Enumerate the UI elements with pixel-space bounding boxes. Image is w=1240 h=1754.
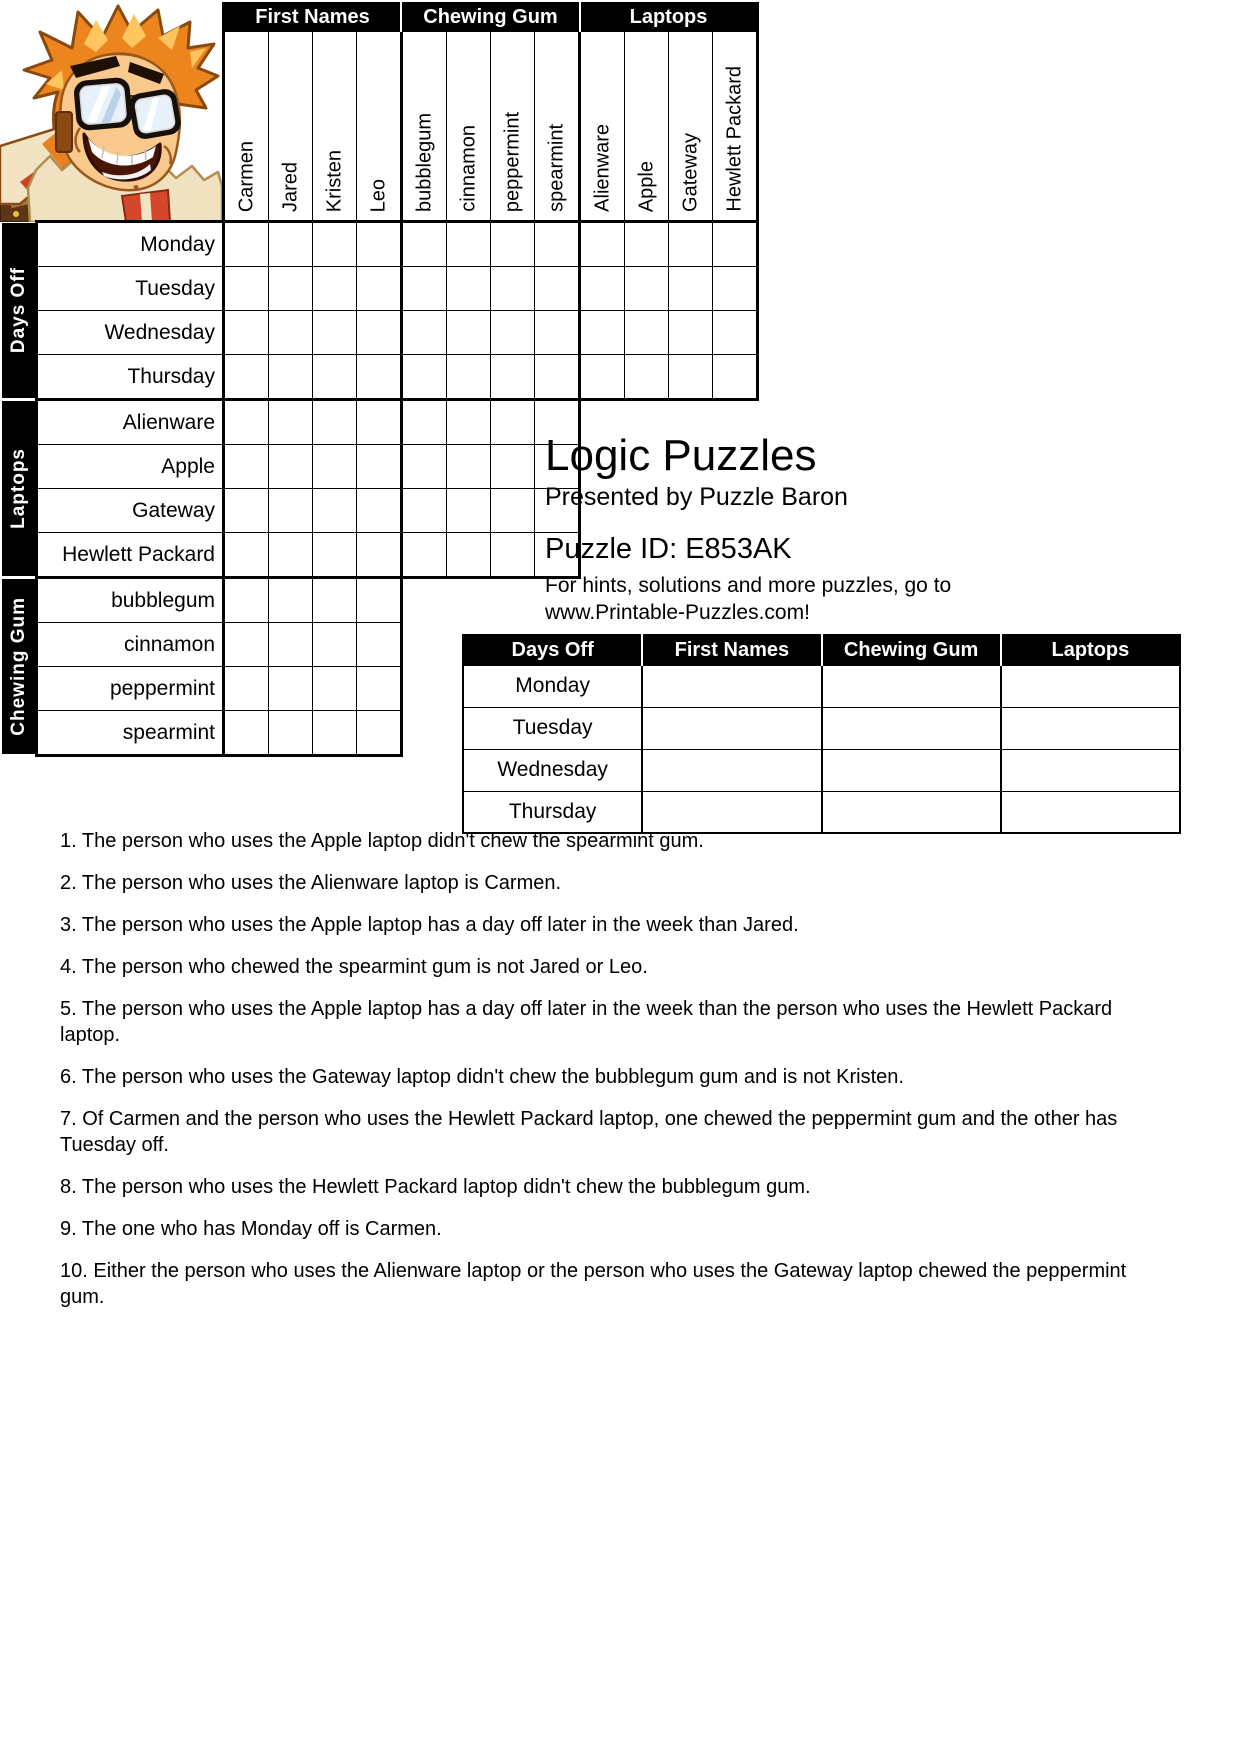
- clue-item: 9. The one who has Monday off is Carmen.: [60, 1218, 442, 1240]
- answer-cell: [822, 665, 1001, 707]
- grid-cell: [357, 267, 400, 310]
- answer-row-label: Thursday: [463, 791, 642, 833]
- grid-cell: [581, 355, 624, 398]
- grid-cell: [403, 533, 446, 576]
- grid-cell: [313, 711, 356, 754]
- grid-cell: [403, 223, 446, 266]
- grid-cell: [313, 311, 356, 354]
- grid-cell: [313, 223, 356, 266]
- grid-cell: [225, 401, 268, 444]
- row-labels-laptops: [35, 398, 225, 579]
- grid-cell: [403, 311, 446, 354]
- row-label: Thursday: [38, 355, 225, 398]
- grid-cell: [491, 267, 534, 310]
- grid-cell: [625, 267, 668, 310]
- answer-cell: [1001, 665, 1180, 707]
- grid-cell: [357, 223, 400, 266]
- grid-cell: [225, 533, 268, 576]
- grid-cell: [535, 267, 578, 310]
- sidebar-group-days-off: [2, 223, 35, 398]
- grid-cell: [403, 401, 446, 444]
- grid-cell: [313, 267, 356, 310]
- answer-row-label: Wednesday: [463, 749, 642, 791]
- clues-list: [60, 828, 1160, 1326]
- grid-cell: [225, 489, 268, 532]
- clue-item: 2. The person who uses the Alienware laptop is Carmen.: [60, 872, 562, 894]
- answer-table: [462, 634, 1181, 834]
- answer-header-first-names: First Names: [642, 635, 821, 665]
- column-labels-chewing-gum: [400, 32, 581, 220]
- grid-cell: [447, 533, 490, 576]
- grid-block-laptops-firstnames: [222, 398, 403, 579]
- column-group-header-laptops: [578, 2, 759, 32]
- column-group-header-chewing-gum: [400, 2, 581, 32]
- column-label: bubblegum: [413, 113, 435, 212]
- answer-cell: [1001, 707, 1180, 749]
- row-label: Apple: [38, 445, 225, 488]
- grid-cell: [535, 355, 578, 398]
- grid-cell: [447, 489, 490, 532]
- grid-cell: [313, 401, 356, 444]
- row-labels-chewing-gum: [35, 576, 225, 757]
- column-label-cell: [713, 32, 756, 220]
- answer-header-chewing-gum: Chewing Gum: [822, 635, 1001, 665]
- grid-cell: [313, 667, 356, 710]
- answer-cell: [1001, 749, 1180, 791]
- grid-cell: [669, 223, 712, 266]
- clue-item: 7. Of Carmen and the person who uses the Hewlett Packard laptop, one chewed the peppermint gum and the other has Tuesday off.: [60, 1108, 1118, 1156]
- row-labels-days-off: [35, 220, 225, 401]
- clue-item: 6. The person who uses the Gateway laptop didn't chew the bubblegum gum and is not Kristen.: [60, 1066, 904, 1088]
- column-label: Leo: [367, 178, 389, 212]
- grid-cell: [491, 355, 534, 398]
- column-labels-first-names: [222, 32, 403, 220]
- header-separator: [400, 2, 402, 32]
- grid-cell: [225, 667, 268, 710]
- column-group-label: Chewing Gum: [423, 5, 558, 28]
- mascot-icon: [0, 0, 222, 222]
- grid-cell: [403, 445, 446, 488]
- column-group-label: Laptops: [629, 5, 708, 28]
- grid-cell: [269, 533, 312, 576]
- grid-cell: [225, 579, 268, 622]
- grid-cell: [625, 223, 668, 266]
- column-label: Carmen: [235, 140, 257, 212]
- column-label: Alienware: [591, 124, 613, 212]
- answer-row: [463, 749, 1180, 791]
- grid-cell: [625, 311, 668, 354]
- grid-block-daysoff-laptops: [578, 220, 759, 401]
- grid-cell: [581, 267, 624, 310]
- grid-cell: [491, 533, 534, 576]
- column-label-cell: [313, 32, 356, 220]
- grid-cell: [313, 489, 356, 532]
- puzzle-baron-mascot-illustration: [0, 0, 222, 222]
- row-label: Gateway: [38, 489, 225, 532]
- grid-cell: [357, 667, 400, 710]
- grid-cell: [403, 489, 446, 532]
- column-label-cell: [447, 32, 490, 220]
- grid-cell: [447, 223, 490, 266]
- grid-cell: [447, 445, 490, 488]
- grid-cell: [357, 623, 400, 666]
- grid-cell: [269, 579, 312, 622]
- hint-text: [545, 572, 1185, 626]
- column-label-cell: [269, 32, 312, 220]
- row-label: Monday: [38, 223, 225, 266]
- answer-row: [463, 665, 1180, 707]
- grid-cell: [713, 355, 756, 398]
- grid-cell: [625, 355, 668, 398]
- answer-cell: [642, 749, 821, 791]
- grid-cell: [269, 267, 312, 310]
- grid-cell: [225, 223, 268, 266]
- sidebar-group-laptops: [2, 401, 35, 576]
- column-label-cell: [535, 32, 578, 220]
- grid-cell: [225, 623, 268, 666]
- column-label-cell: [357, 32, 400, 220]
- answer-cell: [822, 707, 1001, 749]
- grid-cell: [669, 311, 712, 354]
- clue-item: 5. The person who uses the Apple laptop has a day off later in the week than the person who uses the Hewlett Packard laptop.: [60, 998, 1113, 1046]
- column-label: Kristen: [323, 149, 345, 212]
- grid-block-daysoff-firstnames: [222, 220, 403, 401]
- clue-item: 8. The person who uses the Hewlett Packard laptop didn't chew the bubblegum gum.: [60, 1176, 811, 1198]
- grid-cell: [581, 311, 624, 354]
- grid-cell: [357, 489, 400, 532]
- page-subtitle: Presented by Puzzle Baron: [545, 483, 848, 511]
- column-group-header-first-names: [222, 2, 403, 32]
- grid-cell: [491, 311, 534, 354]
- grid-block-chewinggum-firstnames: [222, 576, 403, 757]
- grid-cell: [403, 355, 446, 398]
- clue-item: 4. The person who chewed the spearmint gum is not Jared or Leo.: [60, 956, 648, 978]
- grid-cell: [357, 355, 400, 398]
- answer-cell: [642, 665, 821, 707]
- grid-cell: [269, 667, 312, 710]
- answer-header-days-off: Days Off: [463, 635, 642, 665]
- row-label: bubblegum: [38, 579, 225, 622]
- sidebar-group-label: Days Off: [7, 267, 29, 354]
- hint-line-1: For hints, solutions and more puzzles, go to: [545, 574, 952, 597]
- column-label-cell: [581, 32, 624, 220]
- column-label-cell: [403, 32, 446, 220]
- grid-cell: [313, 533, 356, 576]
- grid-cell: [225, 355, 268, 398]
- grid-cell: [225, 445, 268, 488]
- answer-row: [463, 707, 1180, 749]
- grid-cell: [713, 267, 756, 310]
- grid-cell: [269, 355, 312, 398]
- answer-cell: [1001, 791, 1180, 833]
- grid-cell: [713, 223, 756, 266]
- answer-row: [463, 791, 1180, 833]
- row-label: Wednesday: [38, 311, 225, 354]
- grid-cell: [269, 623, 312, 666]
- header-separator: [579, 2, 581, 32]
- grid-cell: [357, 579, 400, 622]
- column-label-cell: [225, 32, 268, 220]
- answer-cell: [822, 749, 1001, 791]
- grid-cell: [357, 711, 400, 754]
- column-label: Gateway: [679, 133, 701, 212]
- column-label-cell: [669, 32, 712, 220]
- grid-cell: [269, 311, 312, 354]
- grid-cell: [225, 711, 268, 754]
- grid-cell: [403, 267, 446, 310]
- column-label-cell: [625, 32, 668, 220]
- grid-cell: [225, 267, 268, 310]
- puzzle-id: Puzzle ID: E853AK: [545, 533, 792, 565]
- grid-cell: [491, 445, 534, 488]
- clue-item: 1. The person who uses the Apple laptop didn't chew the spearmint gum.: [60, 830, 704, 852]
- column-label: peppermint: [501, 111, 523, 212]
- grid-cell: [447, 401, 490, 444]
- sidebar-group-label: Chewing Gum: [7, 597, 29, 736]
- grid-cell: [491, 401, 534, 444]
- sidebar-group-label: Laptops: [7, 448, 29, 529]
- grid-cell: [357, 401, 400, 444]
- grid-cell: [269, 223, 312, 266]
- grid-cell: [313, 355, 356, 398]
- row-label: spearmint: [38, 711, 225, 754]
- grid-cell: [269, 711, 312, 754]
- answer-row-label: Monday: [463, 665, 642, 707]
- grid-cell: [269, 445, 312, 488]
- grid-cell: [447, 355, 490, 398]
- row-label: Alienware: [38, 401, 225, 444]
- hint-line-2: www.Printable-Puzzles.com!: [545, 601, 810, 624]
- row-label: cinnamon: [38, 623, 225, 666]
- page-title: Logic Puzzles: [545, 431, 817, 480]
- column-group-label: First Names: [255, 5, 370, 28]
- grid-cell: [313, 579, 356, 622]
- grid-cell: [535, 223, 578, 266]
- answer-table-header-row: [463, 635, 1180, 665]
- answer-cell: [822, 791, 1001, 833]
- row-label: Tuesday: [38, 267, 225, 310]
- column-label: Jared: [279, 161, 301, 212]
- row-label: Hewlett Packard: [38, 533, 225, 576]
- answer-row-label: Tuesday: [463, 707, 642, 749]
- grid-block-daysoff-chewinggum: [400, 220, 581, 401]
- grid-cell: [713, 311, 756, 354]
- column-label: Apple: [635, 160, 657, 212]
- grid-cell: [269, 489, 312, 532]
- grid-cell: [225, 311, 268, 354]
- grid-cell: [357, 533, 400, 576]
- column-labels-laptops: [578, 32, 759, 220]
- grid-cell: [491, 223, 534, 266]
- grid-cell: [357, 311, 400, 354]
- sidebar-group-chewing-gum: [2, 579, 35, 754]
- grid-cell: [313, 445, 356, 488]
- grid-cell: [669, 267, 712, 310]
- grid-cell: [357, 445, 400, 488]
- column-label: cinnamon: [457, 125, 479, 212]
- grid-cell: [535, 311, 578, 354]
- answer-header-laptops: Laptops: [1001, 635, 1180, 665]
- grid-cell: [447, 311, 490, 354]
- grid-cell: [669, 355, 712, 398]
- row-label: peppermint: [38, 667, 225, 710]
- clue-item: 10. Either the person who uses the Alienware laptop or the person who uses the Gateway laptop chewed the peppermint gum.: [60, 1260, 1127, 1308]
- answer-cell: [642, 791, 821, 833]
- column-label: spearmint: [545, 124, 567, 212]
- column-label: Hewlett Packard: [723, 66, 745, 212]
- grid-cell: [313, 623, 356, 666]
- grid-cell: [447, 267, 490, 310]
- answer-cell: [642, 707, 821, 749]
- grid-cell: [269, 401, 312, 444]
- clue-item: 3. The person who uses the Apple laptop has a day off later in the week than Jared.: [60, 914, 799, 936]
- grid-cell: [491, 489, 534, 532]
- grid-cell: [581, 223, 624, 266]
- column-label-cell: [491, 32, 534, 220]
- branding-block: [545, 432, 1185, 626]
